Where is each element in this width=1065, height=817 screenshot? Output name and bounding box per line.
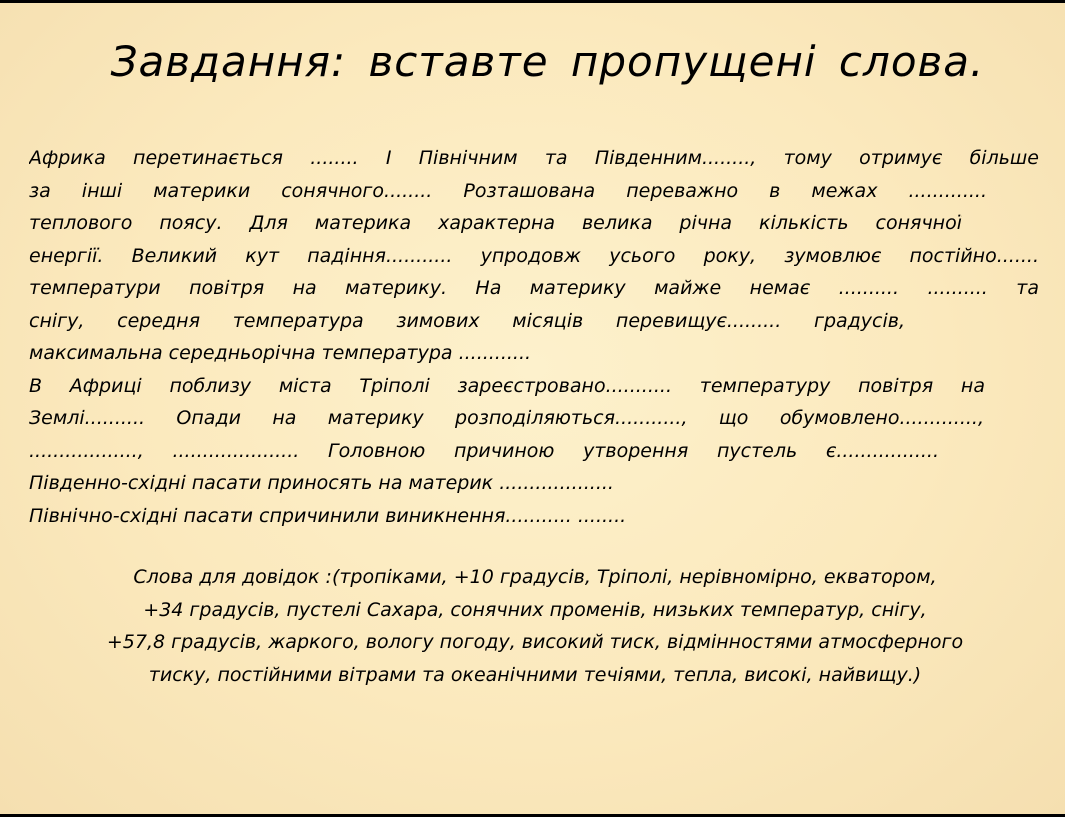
task-line: теплового поясу. Для материка характерна велика річна кількість сонячної <box>29 212 962 234</box>
reference-line: +34 градусів, пустелі Сахара, сонячних променів, низьких температур, снігу, <box>143 598 927 621</box>
task-line: Південно-східні пасати приносять на материк ................... <box>29 472 614 494</box>
task-line: Північно-східні пасати спричинили виникнення........... ........ <box>29 504 627 527</box>
task-line: за інші материки сонячного........ Розташована переважно в межах ............. <box>29 179 987 202</box>
task-line: В Африці поблизу міста Тріполі зареєстровано........... температуру повітря на <box>29 374 985 397</box>
task-line: Африка перетинається ........ І Північним та Південним........, тому отримує більше <box>29 147 1039 169</box>
task-line: енергії. Великий кут падіння........... упродовж усього року, зумовлює постійно....... <box>29 244 1039 267</box>
reference-line: тиску, постійними вітрами та океанічними течіями, тепла, високі, найвищу.) <box>148 663 922 686</box>
task-text <box>29 142 1039 532</box>
reference-line: +57,8 градусів, жаркого, вологу погоду, високий тиск, відмінностями атмосферного <box>106 631 964 653</box>
task-line: максимальна середньорічна температура ............ <box>29 342 532 364</box>
task-line: Землі.......... Опади на материку розподіляються..........., що обумовлено............., <box>29 407 984 429</box>
reference-line: Слова для довідок :(тропіками, +10 градусів, Тріполі, нерівномірно, екватором, <box>133 566 937 588</box>
page-title: Завдання: вставте пропущені слова. <box>110 37 985 86</box>
reference-words <box>30 561 1040 691</box>
task-line: .................., ..................... Головною причиною утворення пустель є................. <box>29 439 939 462</box>
task-line: снігу, середня температура зимових місяців перевищує......... градусів, <box>29 309 905 332</box>
task-line: температури повітря на материку. На материку майже немає .......... .......... та <box>29 277 1039 299</box>
